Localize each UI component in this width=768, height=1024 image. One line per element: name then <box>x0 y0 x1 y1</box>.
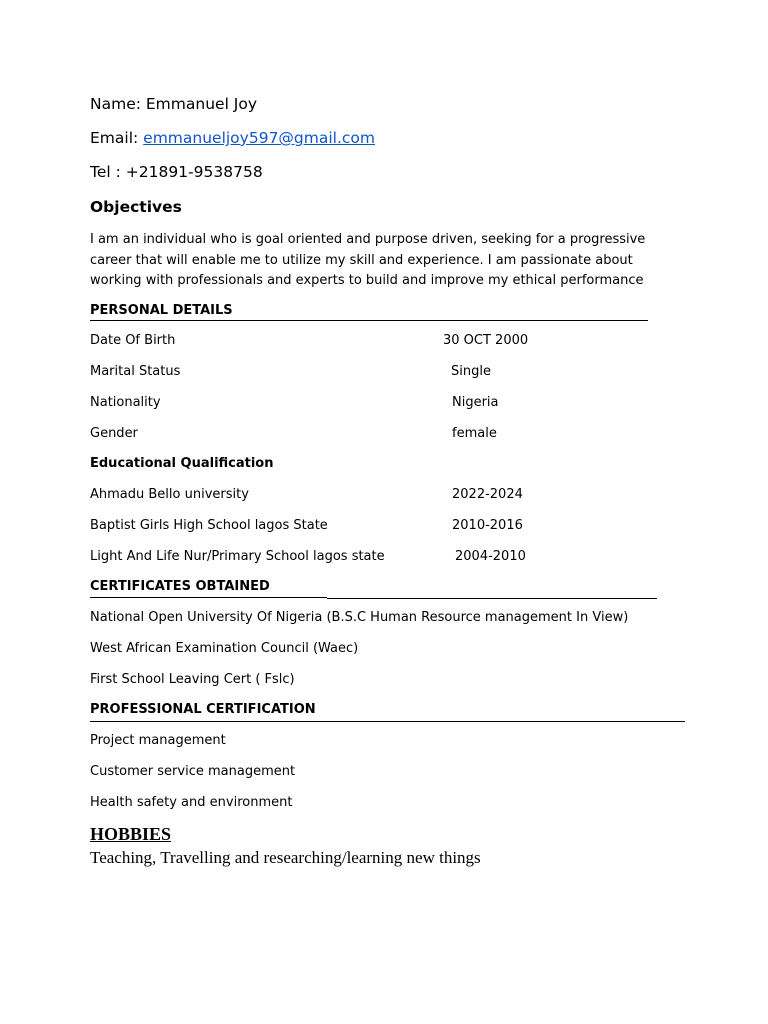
certificates-rule-right <box>327 598 657 599</box>
email-link[interactable]: emmanueljoy597@gmail.com <box>143 129 376 147</box>
education-row-label: Ahmadu Bello university <box>90 487 249 502</box>
gender-value: female <box>452 426 497 441</box>
marital-status-label: Marital Status <box>90 364 181 379</box>
dob-label: Date Of Birth <box>90 333 176 348</box>
certificate-item: West African Examination Council (Waec) <box>90 641 359 656</box>
certificate-item: National Open University Of Nigeria (B.S.C Human Resource management In View) <box>90 610 629 625</box>
education-heading: Educational Qualification <box>90 456 274 471</box>
email-line <box>90 129 375 147</box>
certificates-rule-left <box>90 597 327 598</box>
nationality-label: Nationality <box>90 395 161 410</box>
gender-label: Gender <box>90 426 138 441</box>
dob-value: 30 OCT 2000 <box>443 333 529 348</box>
certificate-item: First School Leaving Cert ( Fslc) <box>90 672 295 687</box>
objectives-title: Objectives <box>90 198 182 216</box>
professional-certification-item: Project management <box>90 733 226 748</box>
professional-certification-item: Health safety and environment <box>90 795 293 810</box>
tel-value: +21891-9538758 <box>125 163 263 181</box>
tel-line <box>90 163 263 181</box>
education-row-years: 2010-2016 <box>452 518 523 533</box>
education-row-years: 2004-2010 <box>455 549 526 564</box>
professional-certification-rule <box>90 721 685 722</box>
certificates-heading: CERTIFICATES OBTAINED <box>90 579 270 594</box>
nationality-value: Nigeria <box>452 395 499 410</box>
personal-details-rule <box>90 320 648 321</box>
objectives-text: I am an individual who is goal oriented and purpose driven, seeking for a progressive career that will enable me to utilize my skill and experience. I am passionate about working with professionals and experts to build and improve my ethical performance <box>90 232 646 288</box>
professional-certification-item: Customer service management <box>90 764 296 779</box>
education-row-label: Baptist Girls High School lagos State <box>90 518 328 533</box>
professional-certification-heading: PROFESSIONAL CERTIFICATION <box>90 702 316 717</box>
marital-status-value: Single <box>451 364 491 379</box>
name-label: Name: <box>90 95 146 113</box>
email-label: Email: <box>90 129 144 147</box>
tel-label: Tel : <box>90 163 126 181</box>
name-line <box>90 95 257 113</box>
name-value: Emmanuel Joy <box>145 95 258 113</box>
personal-details-heading: PERSONAL DETAILS <box>90 303 233 318</box>
hobbies-text: Teaching, Travelling and researching/learning new things <box>90 848 481 867</box>
education-row-years: 2022-2024 <box>452 487 523 502</box>
hobbies-title: HOBBIES <box>90 824 172 844</box>
education-row-label: Light And Life Nur/Primary School lagos state <box>90 549 385 564</box>
